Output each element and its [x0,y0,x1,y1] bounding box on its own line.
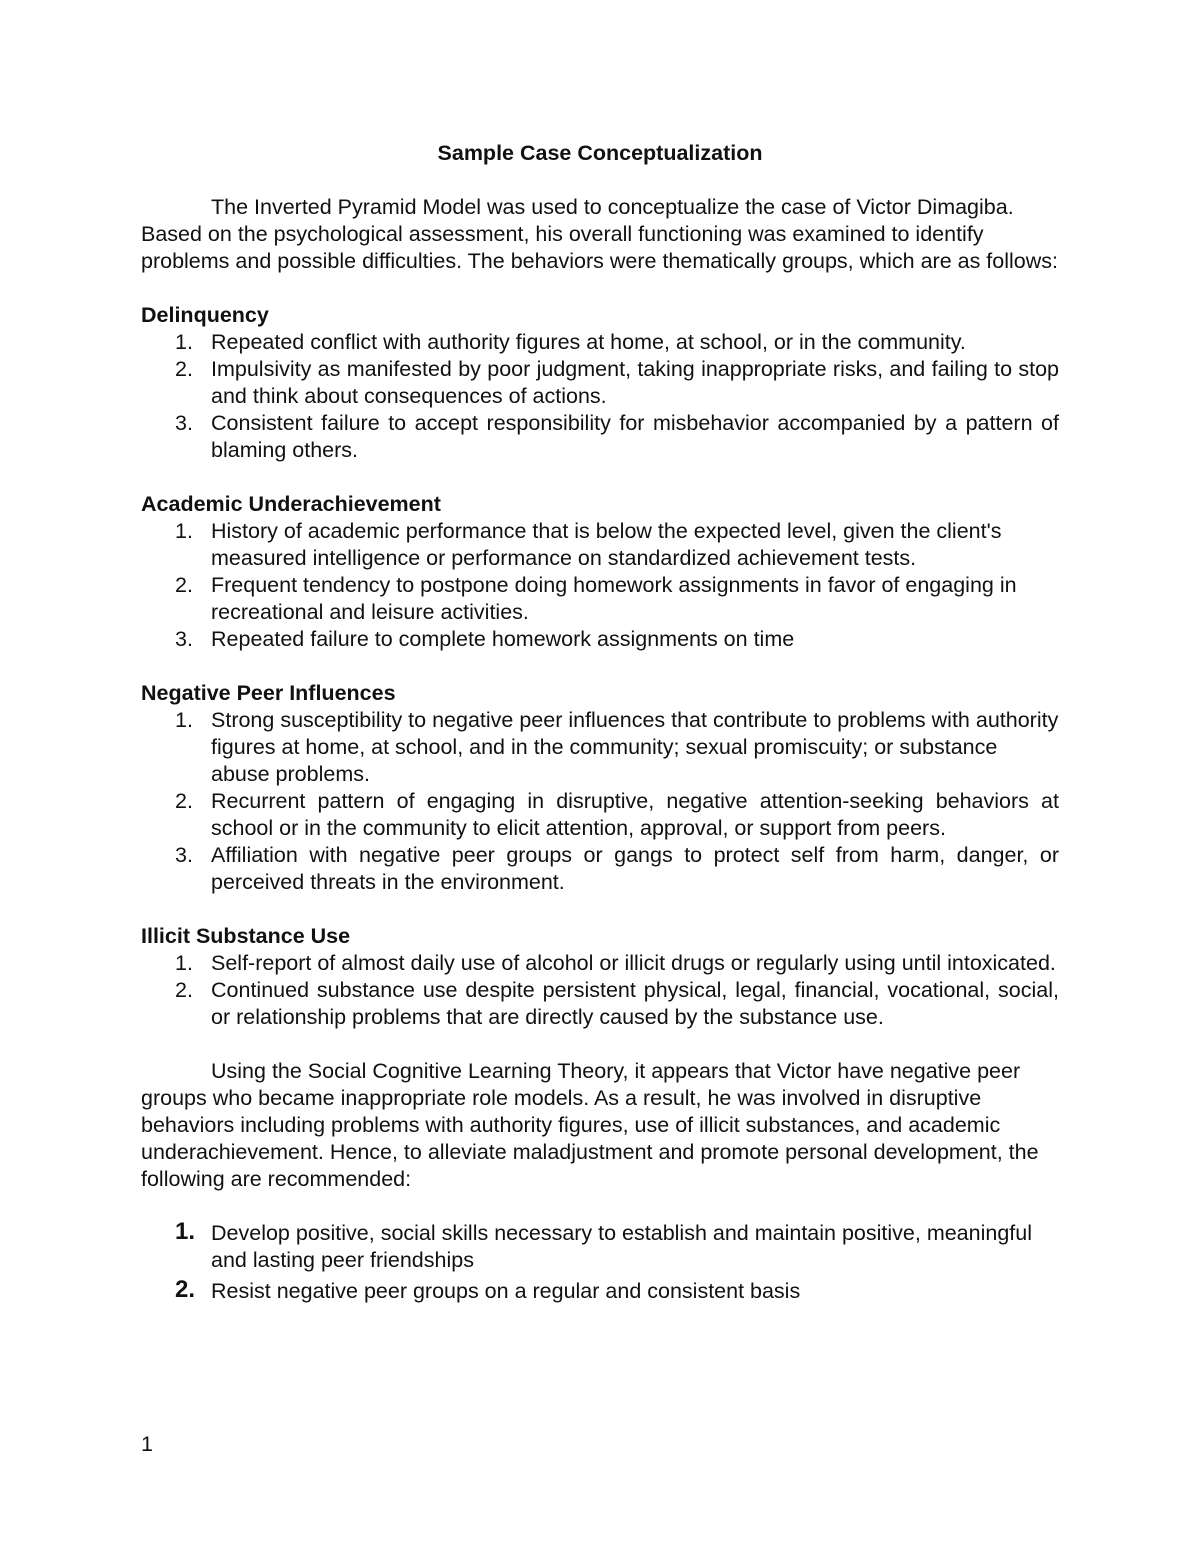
list-number: 3. [175,843,193,867]
list-number: 1. [175,330,193,354]
list-item [141,977,1059,1031]
list-item [141,788,1059,842]
list-item [141,410,1059,464]
list-number: 2. [175,978,193,1002]
list-number: 3. [175,627,193,651]
document-title: Sample Case Conceptualization [437,141,763,165]
list-item [141,842,1059,896]
list-item [141,626,1059,653]
list-item [141,356,1059,410]
list-number: 2. [175,789,193,813]
list-item [141,518,1059,572]
list-number: 2. [175,573,193,597]
spacer [141,653,1059,680]
list-number: 1. [175,951,193,975]
spacer [141,896,1059,923]
list-item [141,572,1059,626]
list-item [141,329,1059,356]
list-item-text: Self-report of almost daily use of alcohol or illicit drugs or regularly using until intoxicated. [211,951,1056,975]
list-item-text: Continued substance use despite persistent physical, legal, financial, vocational, social, or relationship problems that are directly caused by the substance use. [211,978,1059,1029]
list-item-text: Consistent failure to accept responsibility for misbehavior accompanied by a pattern of blaming others. [211,411,1059,462]
delinquency-list [141,329,1059,464]
recommendation-item [141,1278,1059,1305]
academic-underachievement-list [141,518,1059,653]
theory-paragraph: Using the Social Cognitive Learning Theory, it appears that Victor have negative peer groups who became inappropriate role models. As a result, he was involved in disruptive behaviors including problems with authority figures, use of illicit substances, and academic underachievement. Hence, to alleviate maladjustment and promote personal development, the following are recommended: [141,1059,1039,1191]
list-item [141,950,1059,977]
spacer [141,464,1059,491]
list-number: 2. [175,357,193,381]
recommendation-text: Resist negative peer groups on a regular and consistent basis [211,1279,801,1303]
spacer [141,1193,1059,1220]
recommendation-number: 2. [175,1276,196,1303]
list-item [141,707,1059,788]
intro-paragraph: The Inverted Pyramid Model was used to conceptualize the case of Victor Dimagiba. Based on the psychological assessment, his overall functioning was examined to identify problems and possible difficulties. The behaviors were thematically groups, which are as follows: [141,195,1058,273]
document-page [141,140,1059,1309]
recommendation-text: Develop positive, social skills necessary to establish and maintain positive, meaningful and lasting peer friendships [211,1221,1032,1272]
list-number: 1. [175,519,193,543]
list-item-text: Impulsivity as manifested by poor judgment, taking inappropriate risks, and failing to stop and think about consequences of actions. [211,357,1059,408]
list-item-text: Strong susceptibility to negative peer influences that contribute to problems with authority figures at home, at school, and in the community; sexual promiscuity; or substance abuse problems. [211,708,1059,786]
recommendations-list [141,1220,1059,1305]
list-item-text: Repeated conflict with authority figures at home, at school, or in the community. [211,330,966,354]
section-heading-illicit-substance-use: Illicit Substance Use [141,924,351,948]
section-heading-academic-underachievement: Academic Underachievement [141,492,441,516]
spacer [141,275,1059,302]
list-item-text: Recurrent pattern of engaging in disruptive, negative attention-seeking behaviors at school or in the community to elicit attention, approval, or support from peers. [211,789,1059,840]
list-number: 3. [175,411,193,435]
list-item-text: Frequent tendency to postpone doing homework assignments in favor of engaging in recreational and leisure activities. [211,573,1017,624]
list-number: 1. [175,708,193,732]
list-item-text: Affiliation with negative peer groups or gangs to protect self from harm, danger, or perceived threats in the environment. [211,843,1059,894]
section-heading-negative-peer-influences: Negative Peer Influences [141,681,396,705]
illicit-substance-use-list [141,950,1059,1031]
recommendation-item [141,1220,1059,1274]
section-heading-delinquency: Delinquency [141,303,269,327]
spacer [141,1031,1059,1058]
recommendation-number: 1. [175,1218,196,1245]
page-number: 1 [141,1432,153,1456]
list-item-text: Repeated failure to complete homework assignments on time [211,627,795,651]
negative-peer-influences-list [141,707,1059,896]
list-item-text: History of academic performance that is below the expected level, given the client's measured intelligence or performance on standardized achievement tests. [211,519,1002,570]
